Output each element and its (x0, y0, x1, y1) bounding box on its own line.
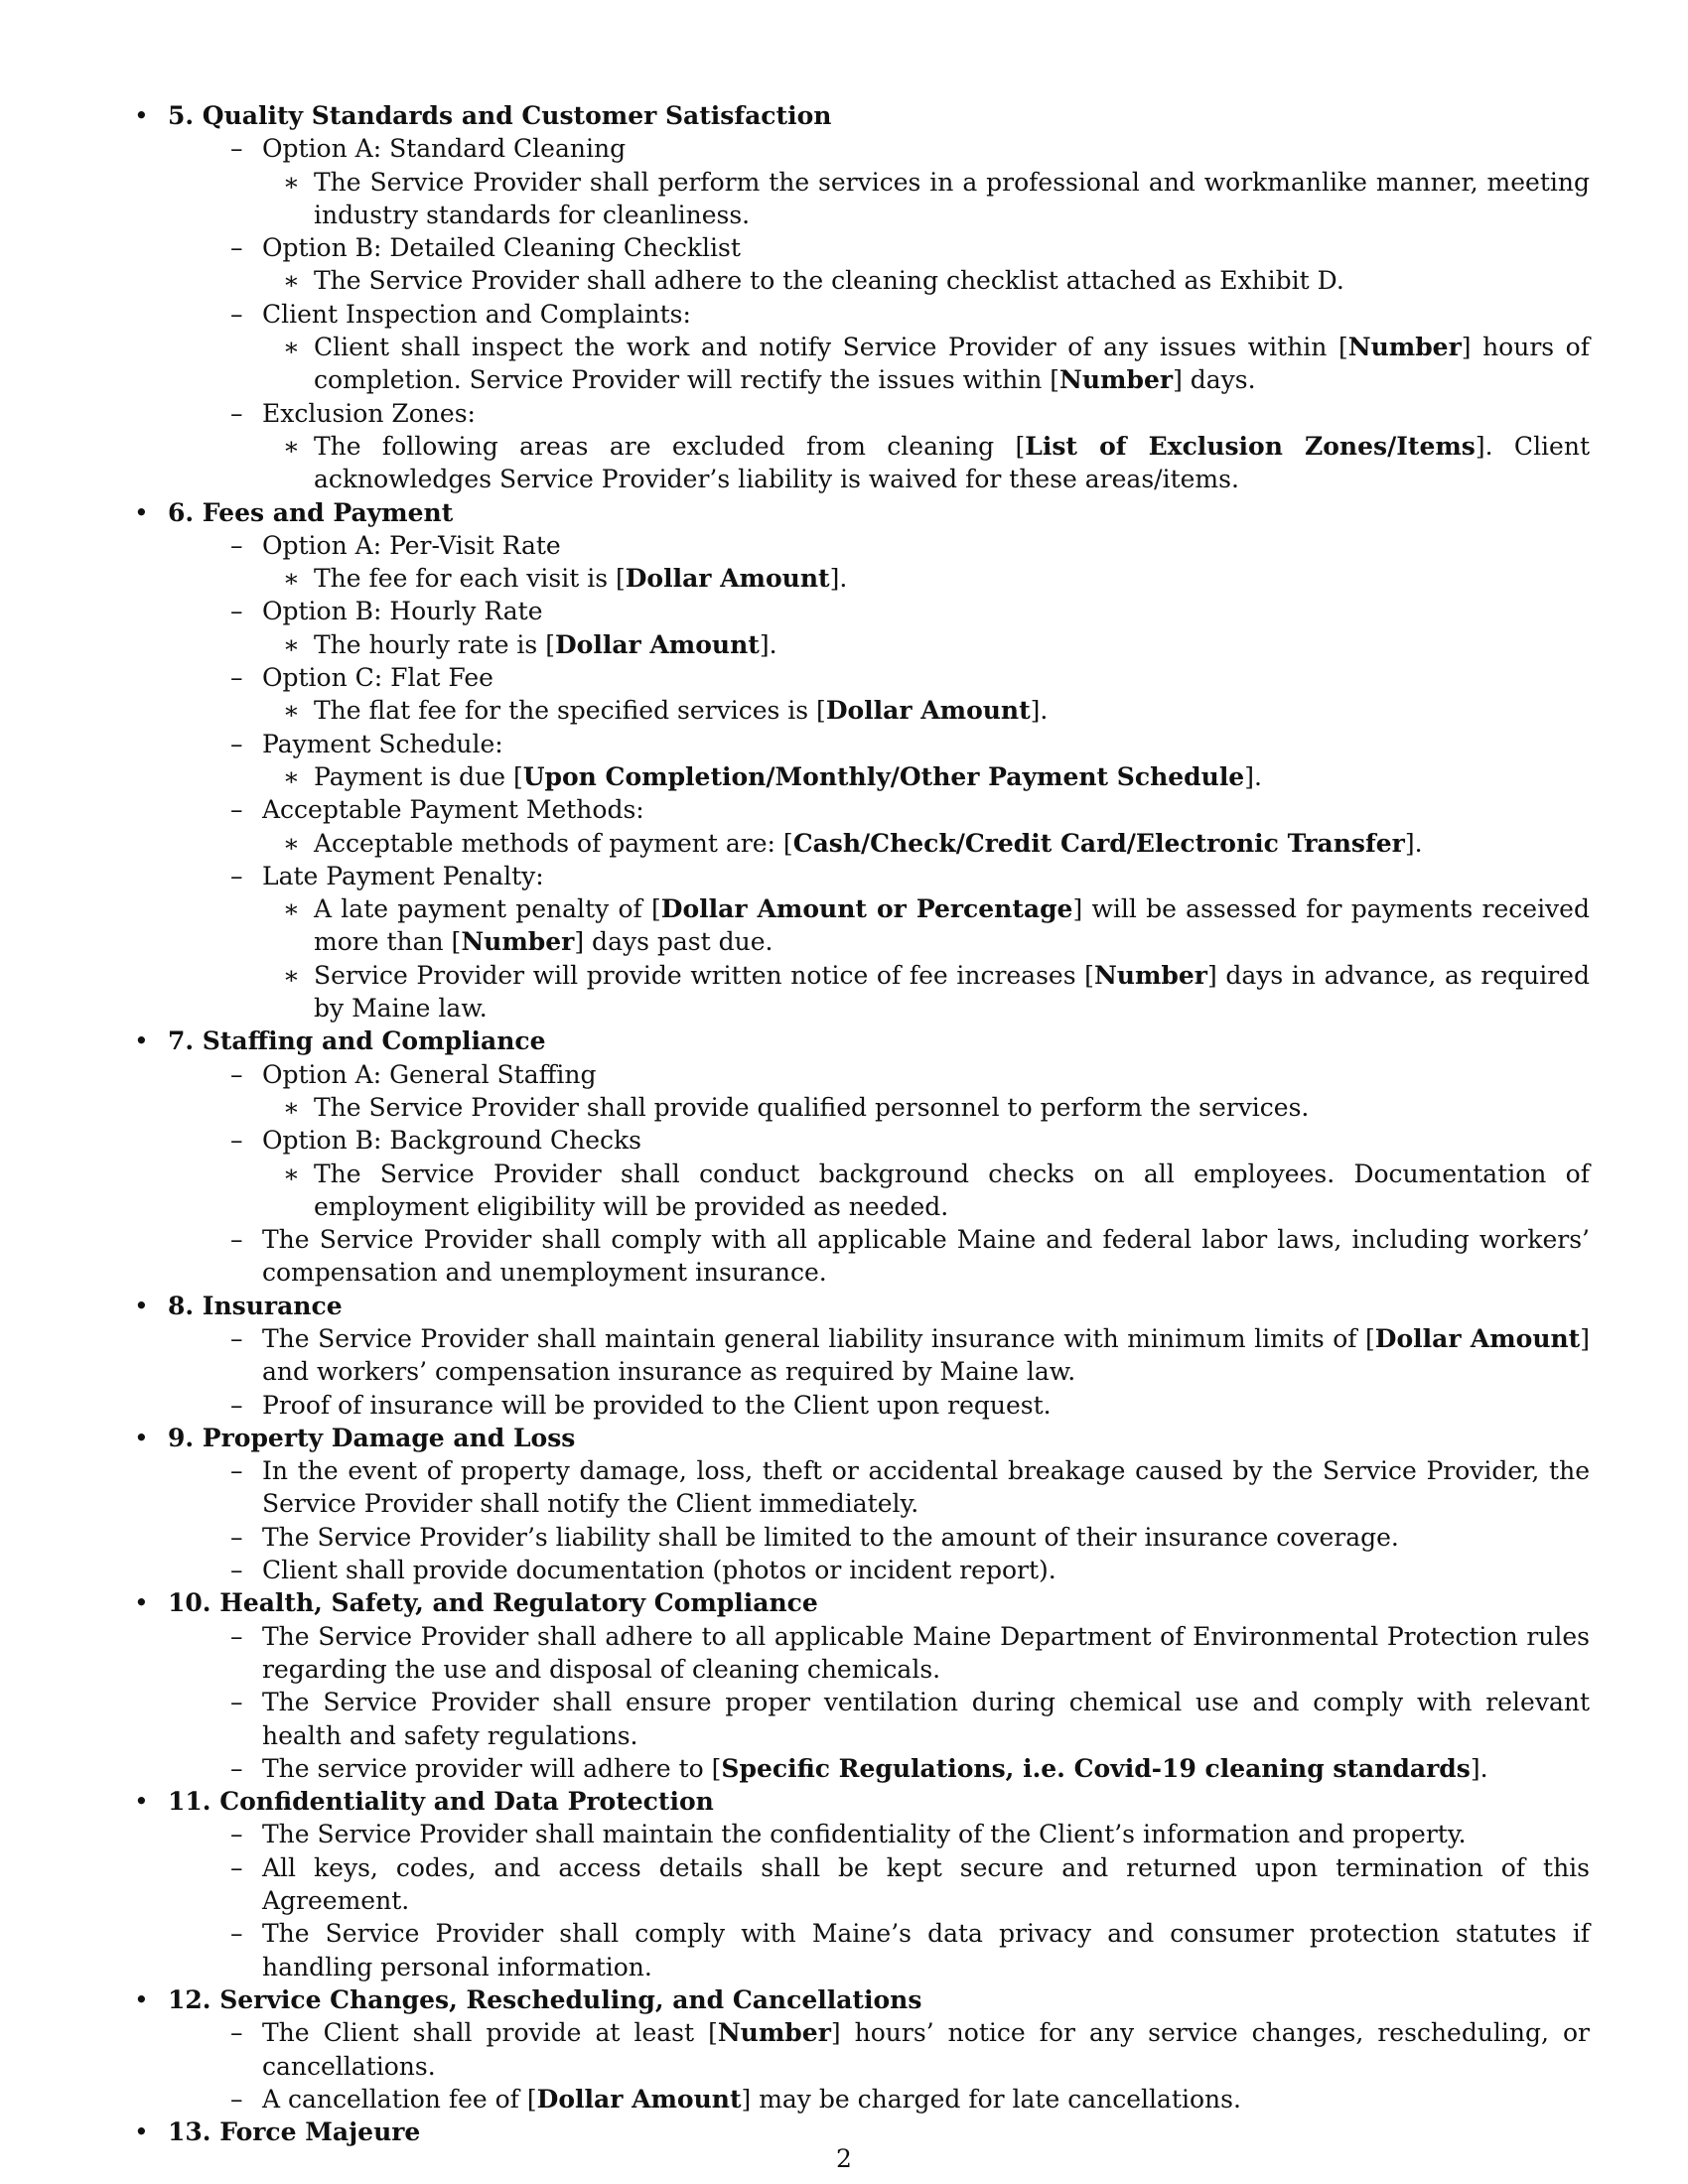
subsection-text: Payment Schedule: (262, 729, 503, 758)
subsection-text: The Service Provider shall comply with all applicable Maine and federal labor laws, including workers’ compensation and unemployment insurance. (262, 1225, 1590, 1288)
dash-marker: – (230, 1621, 243, 1651)
placeholder-field: Dollar Amount (625, 564, 830, 594)
clause-item (168, 331, 1590, 397)
dash-marker: – (230, 1852, 243, 1882)
subsection-text: The service provider will adhere to [Specific Regulations, i.e. Covid-19 cleaning standards]. (262, 1753, 1488, 1783)
clause-text: Service Provider will provide written notice of fee increases [Number] days in advance, as required by Maine law. (314, 960, 1590, 1024)
asterisk-marker: ∗ (283, 696, 300, 726)
agreement-sections-list (134, 99, 1590, 2148)
subsection-text: The Service Provider’s liability shall be limited to the amount of their insurance coverage. (262, 1522, 1399, 1552)
placeholder-field: Number (717, 2018, 831, 2048)
agreement-section (134, 1586, 1590, 1785)
placeholder-field: Dollar Amount (1374, 1323, 1581, 1353)
dash-marker: – (230, 597, 243, 626)
bullet-dot: • (134, 1787, 149, 1817)
placeholder-field: Cash/Check/Credit Card/Electronic Transfer (792, 828, 1405, 858)
agreement-section (134, 1024, 1590, 1289)
subsection-text: Exclusion Zones: (262, 398, 476, 428)
page-number: 2 (836, 2144, 852, 2173)
section-title: 5. Quality Standards and Customer Satisfaction (168, 101, 832, 130)
clause-item (168, 430, 1590, 496)
agreement-section (134, 99, 1590, 496)
dash-marker: – (230, 530, 243, 560)
subsection (168, 1917, 1590, 1983)
placeholder-field: Dollar Amount (825, 696, 1031, 726)
subsection-text: Proof of insurance will be provided to the Client upon request. (262, 1390, 1052, 1420)
subsection (168, 1058, 1590, 1091)
subsection (168, 1454, 1590, 1521)
clause-item (168, 827, 1590, 860)
asterisk-marker: ∗ (283, 431, 300, 461)
dash-marker: – (230, 795, 243, 825)
bullet-dot: • (134, 1291, 149, 1320)
subsection (168, 860, 1590, 892)
asterisk-marker: ∗ (283, 167, 300, 197)
clause-text: The Service Provider shall adhere to the cleaning checklist attached as Exhibit D. (314, 266, 1344, 296)
clause-item (168, 892, 1590, 959)
asterisk-marker: ∗ (283, 761, 300, 791)
bullet-dot: • (134, 1026, 149, 1056)
dash-marker: – (230, 1556, 243, 1585)
placeholder-field: Upon Completion/Monthly/Other Payment Schedule (522, 761, 1245, 791)
clause-text: The Service Provider shall perform the services in a professional and workmanlike manner, meeting industry standards for cleanliness. (314, 167, 1590, 229)
asterisk-marker: ∗ (283, 564, 300, 594)
subsection-text: The Service Provider shall comply with Maine’s data privacy and consumer protection statutes if handling personal information. (262, 1919, 1590, 1981)
dash-marker: – (230, 1456, 243, 1486)
section-title: 6. Fees and Payment (168, 497, 454, 527)
clause-text: A late payment penalty of [Dollar Amount or Percentage] will be assessed for payments received more than [Number] days past due. (314, 894, 1590, 957)
dash-marker: – (230, 729, 243, 758)
dash-marker: – (230, 1753, 243, 1783)
section-title: 11. Confidentiality and Data Protection (168, 1787, 714, 1817)
dash-marker: – (230, 2018, 243, 2048)
subsection-text: Option C: Flat Fee (262, 663, 493, 693)
subsection (168, 1686, 1590, 1752)
subsection (168, 1322, 1590, 1389)
clause-item (168, 1158, 1590, 1224)
dash-marker: – (230, 1323, 243, 1353)
clause-item (168, 1091, 1590, 1124)
subsection-text: The Service Provider shall maintain the confidentiality of the Client’s information and property. (262, 1820, 1467, 1849)
clause-item (168, 562, 1590, 595)
clause-item (168, 760, 1590, 793)
clause-item (168, 694, 1590, 727)
bullet-dot: • (134, 101, 149, 130)
subsection (168, 1223, 1590, 1290)
dash-marker: – (230, 1688, 243, 1717)
subsection (168, 793, 1590, 826)
dash-marker: – (230, 233, 243, 263)
section-title: 13. Force Majeure (168, 2117, 421, 2147)
section-title: 10. Health, Safety, and Regulatory Compliance (168, 1588, 818, 1618)
agreement-section (134, 1983, 1590, 2116)
subsection (168, 2083, 1590, 2116)
subsection (168, 529, 1590, 562)
clause-text: The Service Provider shall conduct background checks on all employees. Documentation of employment eligibility will be provided as needed. (314, 1159, 1590, 1221)
subsection-text: Option B: Hourly Rate (262, 597, 543, 626)
subsection (168, 231, 1590, 264)
dash-marker: – (230, 134, 243, 164)
agreement-section (134, 1785, 1590, 1983)
subsection-text: All keys, codes, and access details shall be kept secure and returned upon termination of this Agreement. (262, 1852, 1590, 1916)
dash-marker: – (230, 1820, 243, 1849)
clause-text: The flat fee for the specified services is [Dollar Amount]. (314, 696, 1049, 726)
placeholder-field: Number (1347, 333, 1462, 362)
asterisk-marker: ∗ (283, 1159, 300, 1188)
clause-item (168, 959, 1590, 1025)
dash-marker: – (230, 1225, 243, 1255)
clause-text: The following areas are excluded from cleaning [List of Exclusion Zones/Items]. Client acknowledges Service Provider’s liability is waived for these areas/items. (314, 431, 1590, 494)
placeholder-field: Dollar Amount (536, 2084, 742, 2114)
dash-marker: – (230, 398, 243, 428)
subsection-text: Option A: Per-Visit Rate (262, 530, 561, 560)
placeholder-field: Dollar Amount (554, 629, 760, 659)
placeholder-field: Specific Regulations, i.e. Covid-19 cleaning standards (721, 1753, 1471, 1783)
bullet-dot: • (134, 1984, 149, 2014)
subsection-text: Option B: Background Checks (262, 1126, 641, 1156)
placeholder-field: Number (461, 927, 575, 957)
subsection-text: Client shall provide documentation (photos or incident report). (262, 1556, 1056, 1585)
placeholder-field: Number (1093, 960, 1207, 990)
asterisk-marker: ∗ (283, 828, 300, 858)
subsection (168, 728, 1590, 760)
subsection-text: A cancellation fee of [Dollar Amount] may be charged for late cancellations. (262, 2084, 1241, 2114)
dash-marker: – (230, 1919, 243, 1949)
subsection (168, 1620, 1590, 1687)
asterisk-marker: ∗ (283, 1092, 300, 1122)
subsection (168, 2016, 1590, 2083)
section-title: 7. Staffing and Compliance (168, 1026, 546, 1056)
subsection (168, 595, 1590, 627)
dash-marker: – (230, 1059, 243, 1089)
agreement-section (134, 1422, 1590, 1586)
subsection-text: Client Inspection and Complaints: (262, 299, 691, 329)
subsection-text: The Service Provider shall ensure proper ventilation during chemical use and comply with relevant health and safety regulations. (262, 1688, 1590, 1750)
subsection (168, 1818, 1590, 1850)
asterisk-marker: ∗ (283, 894, 300, 924)
subsection (168, 661, 1590, 694)
bullet-dot: • (134, 1423, 149, 1452)
subsection (168, 132, 1590, 165)
section-title: 12. Service Changes, Rescheduling, and Cancellations (168, 1984, 922, 2014)
subsection (168, 1554, 1590, 1586)
subsection-text: The Service Provider shall adhere to all applicable Maine Department of Environmental Protection rules regarding the use and disposal of cleaning chemicals. (262, 1621, 1590, 1684)
clause-text: The Service Provider shall provide qualified personnel to perform the services. (314, 1092, 1310, 1122)
subsection-text: Late Payment Penalty: (262, 861, 544, 890)
dash-marker: – (230, 1126, 243, 1156)
asterisk-marker: ∗ (283, 629, 300, 659)
section-title: 9. Property Damage and Loss (168, 1423, 576, 1452)
clause-item (168, 166, 1590, 232)
subsection-text: The Service Provider shall maintain general liability insurance with minimum limits of [Dollar Amount] and workers’ compensation insurance as required by Maine law. (262, 1323, 1590, 1387)
bullet-dot: • (134, 497, 149, 527)
subsection-text: Option B: Detailed Cleaning Checklist (262, 233, 741, 263)
subsection-text: Acceptable Payment Methods: (262, 795, 644, 825)
subsection-text: Option A: Standard Cleaning (262, 134, 627, 164)
dash-marker: – (230, 1522, 243, 1552)
clause-text: Acceptable methods of payment are: [Cash/Check/Credit Card/Electronic Transfer]. (314, 828, 1423, 858)
dash-marker: – (230, 299, 243, 329)
subsection (168, 1389, 1590, 1422)
subsection-text: The Client shall provide at least [Number] hours’ notice for any service changes, rescheduling, or cancellations. (262, 2018, 1590, 2081)
agreement-section (134, 1290, 1590, 1422)
subsection-text: In the event of property damage, loss, theft or accidental breakage caused by the Service Provider, the Service Provider shall notify the Client immediately. (262, 1456, 1590, 1519)
placeholder-field: Number (1059, 365, 1174, 395)
clause-text: The hourly rate is [Dollar Amount]. (314, 629, 777, 659)
dash-marker: – (230, 861, 243, 890)
clause-item (168, 628, 1590, 661)
subsection (168, 1851, 1590, 1918)
subsection (168, 397, 1590, 430)
subsection (168, 1124, 1590, 1157)
dash-marker: – (230, 2084, 243, 2114)
section-title: 8. Insurance (168, 1291, 343, 1320)
asterisk-marker: ∗ (283, 960, 300, 990)
subsection (168, 1521, 1590, 1554)
dash-marker: – (230, 1390, 243, 1420)
clause-item (168, 264, 1590, 297)
placeholder-field: List of Exclusion Zones/Items (1025, 431, 1476, 461)
clause-text: Client shall inspect the work and notify Service Provider of any issues within [Number] hours of completion. Service Provider will rectify the issues within [Number] days. (314, 333, 1590, 395)
clause-text: Payment is due [Upon Completion/Monthly/Other Payment Schedule]. (314, 761, 1262, 791)
agreement-section (134, 496, 1590, 1025)
clause-text: The fee for each visit is [Dollar Amount]. (314, 564, 848, 594)
asterisk-marker: ∗ (283, 333, 300, 362)
bullet-dot: • (134, 1588, 149, 1618)
subsection-text: Option A: General Staffing (262, 1059, 597, 1089)
subsection (168, 1752, 1590, 1785)
asterisk-marker: ∗ (283, 266, 300, 296)
placeholder-field: Dollar Amount or Percentage (660, 894, 1073, 924)
subsection (168, 298, 1590, 331)
dash-marker: – (230, 663, 243, 693)
bullet-dot: • (134, 2117, 149, 2147)
